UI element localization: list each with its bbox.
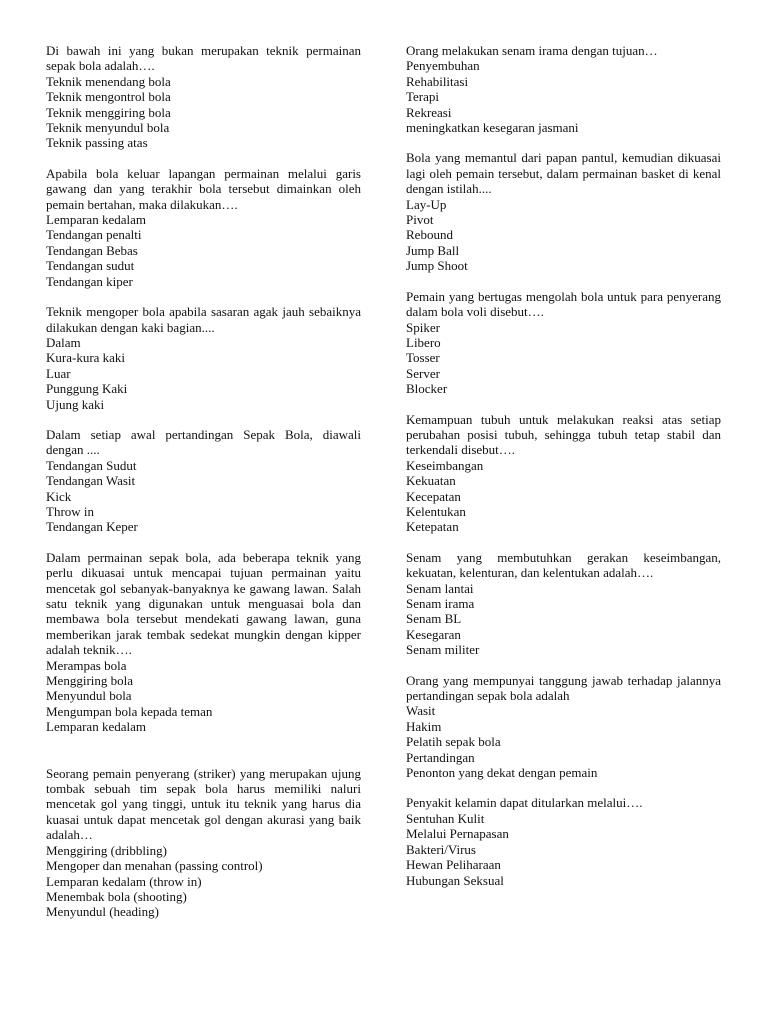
- answer-options: [46, 74, 361, 151]
- answer-options: [46, 335, 361, 412]
- answer-option: Pelatih sepak bola: [406, 734, 501, 750]
- answer-option: Hewan Peliharaan: [406, 857, 501, 873]
- question-block: [406, 43, 721, 135]
- answer-options: [46, 843, 361, 920]
- answer-option: Teknik menendang bola: [46, 73, 171, 89]
- answer-option: Punggung Kaki: [46, 381, 128, 397]
- answer-option: Libero: [406, 334, 441, 350]
- answer-options: [406, 458, 721, 535]
- answer-options: [46, 658, 361, 735]
- answer-option: Sentuhan Kulit: [406, 810, 485, 826]
- question-block: [46, 166, 361, 289]
- answer-option: Senam BL: [406, 611, 462, 627]
- answer-option: Menggiring bola: [46, 673, 134, 689]
- answer-option: Teknik mengontrol bola: [46, 89, 171, 105]
- question-text: Dalam permainan sepak bola, ada beberapa teknik yang perlu dikuasai untuk mencapai tujuan permainan yaitu mencetak gol sebanyak-banyaknya ke gawang lawan. Salah satu teknik yang digunakan untuk menguasai bola dan membawa bola tersebut mendekati gawang lawan, guna memberikan jarak tembak sedekat mungkin dengan kipper adalah teknik….: [46, 549, 361, 658]
- question-block: [406, 150, 721, 273]
- answer-option: meningkatkan kesegaran jasmani: [406, 120, 579, 136]
- answer-option: Wasit: [406, 703, 436, 719]
- answer-option: Senam militer: [406, 642, 480, 658]
- answer-option: Merampas bola: [46, 657, 127, 673]
- question-block: [46, 766, 361, 920]
- answer-option: Lemparan kedalam (throw in): [46, 873, 202, 889]
- answer-option: Tendangan kiper: [46, 273, 133, 289]
- answer-option: Hubungan Seksual: [406, 872, 504, 888]
- answer-options: [46, 212, 361, 289]
- question-block: [406, 673, 721, 781]
- answer-option: Luar: [46, 365, 71, 381]
- answer-option: Tendangan sudut: [46, 258, 135, 274]
- answer-option: Menyundul bola: [46, 688, 132, 704]
- question-block: [406, 795, 721, 887]
- answer-option: Kesegaran: [406, 626, 461, 642]
- question-text: Dalam setiap awal pertandingan Sepak Bola, diawali dengan ....: [46, 426, 361, 458]
- question-text: Orang melakukan senam irama dengan tujuan…: [406, 43, 658, 58]
- answer-option: Kick: [46, 488, 72, 504]
- answer-option: Mengumpan bola kepada teman: [46, 703, 213, 719]
- question-block: [46, 43, 361, 151]
- answer-option: Lemparan kedalam: [46, 719, 146, 735]
- answer-option: Keseimbangan: [406, 457, 484, 473]
- answer-option: Pivot: [406, 212, 434, 228]
- answer-option: Penonton yang dekat dengan pemain: [406, 765, 598, 781]
- answer-option: Teknik menyundul bola: [46, 120, 170, 136]
- answer-option: Tendangan penalti: [46, 227, 142, 243]
- answer-option: Lemparan kedalam: [46, 212, 146, 228]
- question-block: [406, 550, 721, 658]
- answer-option: Pertandingan: [406, 749, 475, 765]
- answer-options: [406, 197, 721, 274]
- answer-option: Menyundul (heading): [46, 904, 160, 920]
- answer-option: Jump Shoot: [406, 258, 468, 274]
- answer-option: Tendangan Bebas: [46, 242, 138, 258]
- question-text: Senam yang membutuhkan gerakan keseimbangan, kekuatan, kelenturan, dan kelentukan adalah….: [406, 549, 721, 581]
- answer-option: Kura-kura kaki: [46, 350, 126, 366]
- answer-option: Rehabilitasi: [406, 73, 469, 89]
- answer-options: [406, 703, 721, 780]
- answer-option: Hakim: [406, 718, 442, 734]
- left-column: [46, 43, 361, 935]
- answer-options: [406, 581, 721, 658]
- question-block: [406, 412, 721, 535]
- answer-option: Rekreasi: [406, 104, 452, 120]
- answer-option: Tendangan Sudut: [46, 457, 137, 473]
- answer-option: Tosser: [406, 350, 440, 366]
- question-text: Teknik mengoper bola apabila sasaran agak jauh sebaiknya dilakukan dengan kaki bagian....: [46, 304, 361, 335]
- answer-option: Spiker: [406, 319, 440, 335]
- answer-option: Dalam: [46, 334, 81, 350]
- question-text: Kemampuan tubuh untuk melakukan reaksi atas setiap perubahan posisi tubuh, sehingga tubuh tetap stabil dan terkendali disebut….: [406, 411, 721, 458]
- answer-option: Tendangan Wasit: [46, 473, 136, 489]
- answer-option: Menggiring (dribbling): [46, 842, 167, 858]
- answer-options: [406, 320, 721, 397]
- answer-option: Melalui Pernapasan: [406, 826, 509, 842]
- question-text: Penyakit kelamin dapat ditularkan melalui….: [406, 795, 643, 811]
- answer-option: Bakteri/Virus: [406, 841, 476, 857]
- question-block: [46, 304, 361, 412]
- answer-option: Jump Ball: [406, 242, 460, 258]
- question-text: Pemain yang bertugas mengolah bola untuk para penyerang dalam bola voli disebut….: [406, 288, 721, 320]
- question-text: Orang yang mempunyai tanggung jawab terhadap jalannya pertandingan sepak bola adalah: [406, 672, 721, 704]
- question-block: [406, 289, 721, 397]
- answer-option: Kekuatan: [406, 473, 456, 489]
- answer-option: Senam irama: [406, 596, 475, 611]
- right-column: [406, 43, 721, 903]
- answer-options: [46, 458, 361, 535]
- answer-option: Server: [406, 365, 440, 381]
- answer-option: Terapi: [406, 89, 440, 105]
- answer-option: Ketepatan: [406, 519, 459, 535]
- answer-option: Blocker: [406, 381, 448, 397]
- answer-options: [406, 58, 721, 135]
- question-text: Di bawah ini yang bukan merupakan teknik permainan sepak bola adalah….: [46, 43, 361, 74]
- answer-option: Kecepatan: [406, 488, 461, 504]
- question-text: Apabila bola keluar lapangan permainan melalui garis gawang dan yang terakhir bola tersebut dimainkan oleh pemain bertahan, maka dilakukan….: [46, 165, 361, 212]
- answer-option: Teknik menggiring bola: [46, 104, 171, 120]
- answer-option: Lay-Up: [406, 196, 447, 212]
- question-text: Seorang pemain penyerang (striker) yang merupakan ujung tombak sebuah tim sepak bola harus memiliki naluri mencetak gol yang tinggi, untuk itu teknik yang harus dia kuasai untuk dapat mencetak gol dengan akurasi yang baik adalah…: [46, 765, 361, 843]
- question-block: [46, 550, 361, 735]
- answer-options: [406, 811, 721, 888]
- answer-option: Mengoper dan menahan (passing control): [46, 858, 263, 874]
- answer-option: Tendangan Keper: [46, 519, 138, 535]
- answer-option: Penyembuhan: [406, 58, 480, 74]
- answer-option: Senam lantai: [406, 580, 474, 596]
- question-text: Bola yang memantul dari papan pantul, kemudian dikuasai lagi oleh pemain tersebut, dalam permainan basket di kenal dengan istilah....: [406, 150, 721, 197]
- answer-option: Menembak bola (shooting): [46, 888, 187, 904]
- answer-option: Kelentukan: [406, 503, 466, 519]
- answer-option: Ujung kaki: [46, 396, 105, 412]
- answer-option: Teknik passing atas: [46, 135, 148, 151]
- question-block: [46, 427, 361, 535]
- answer-option: Throw in: [46, 503, 95, 519]
- answer-option: Rebound: [406, 227, 453, 243]
